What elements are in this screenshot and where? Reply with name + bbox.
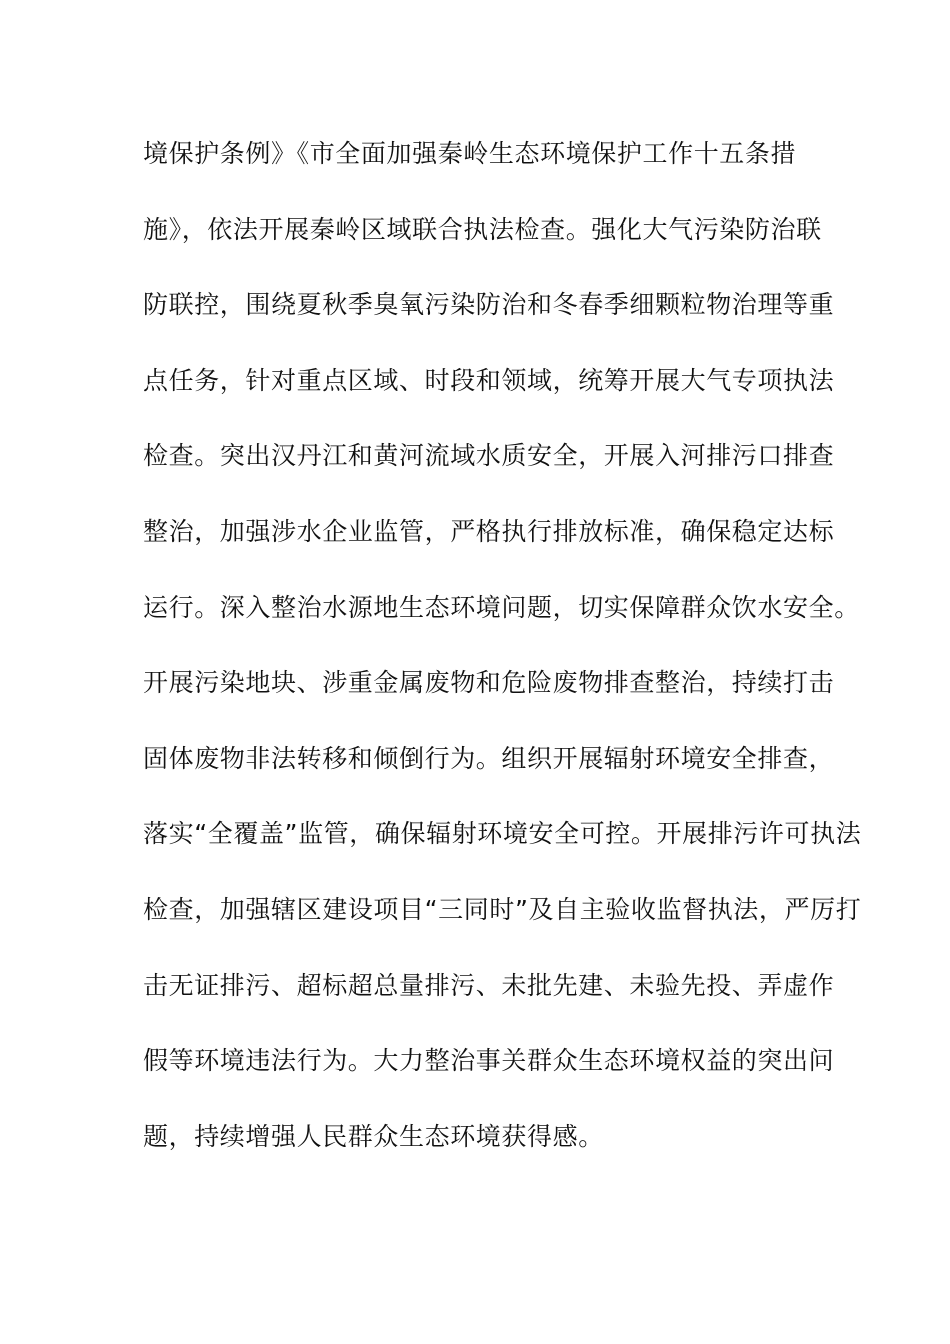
body-paragraph [143,128,862,1186]
paragraph-line: 开展污染地块、涉重金属废物和危险废物排查整治，持续打击 [143,668,835,698]
paragraph-line: 固体废物非法转移和倾倒行为。组织开展辐射环境安全排查， [143,743,835,773]
paragraph-line: 落实“全覆盖”监管，确保辐射环境安全可控。开展排污许可执法 [143,819,862,849]
paragraph-line: 检查，加强辖区建设项目“三同时”及自主验收监督执法，严厉打 [143,894,862,924]
paragraph-line: 假等环境违法行为。大力整治事关群众生态环境权益的突出问 [143,1046,835,1076]
paragraph-line: 运行。深入整治水源地生态环境问题，切实保障群众饮水安全。 [143,592,860,622]
paragraph-line: 境保护条例》《市全面加强秦岭生态环境保护工作十五条措 [143,139,797,168]
paragraph-line: 整治，加强涉水企业监管，严格执行排放标准，确保稳定达标 [143,516,835,546]
paragraph-line: 防联控，围绕夏秋季臭氧污染防治和冬春季细颗粒物治理等重 [143,290,835,320]
paragraph-line: 检查。突出汉丹江和黄河流域水质安全，开展入河排污口排查 [143,441,835,471]
paragraph-line: 点任务，针对重点区域、时段和领域，统筹开展大气专项执法 [143,365,835,395]
paragraph-line: 施》，依法开展秦岭区域联合执法检查。强化大气污染防治联 [143,214,822,244]
paragraph-line: 击无证排污、超标超总量排污、未批先建、未验先投、弄虚作 [143,970,835,1000]
paragraph-line: 题，持续增强人民群众生态环境获得感。 [143,1121,604,1151]
